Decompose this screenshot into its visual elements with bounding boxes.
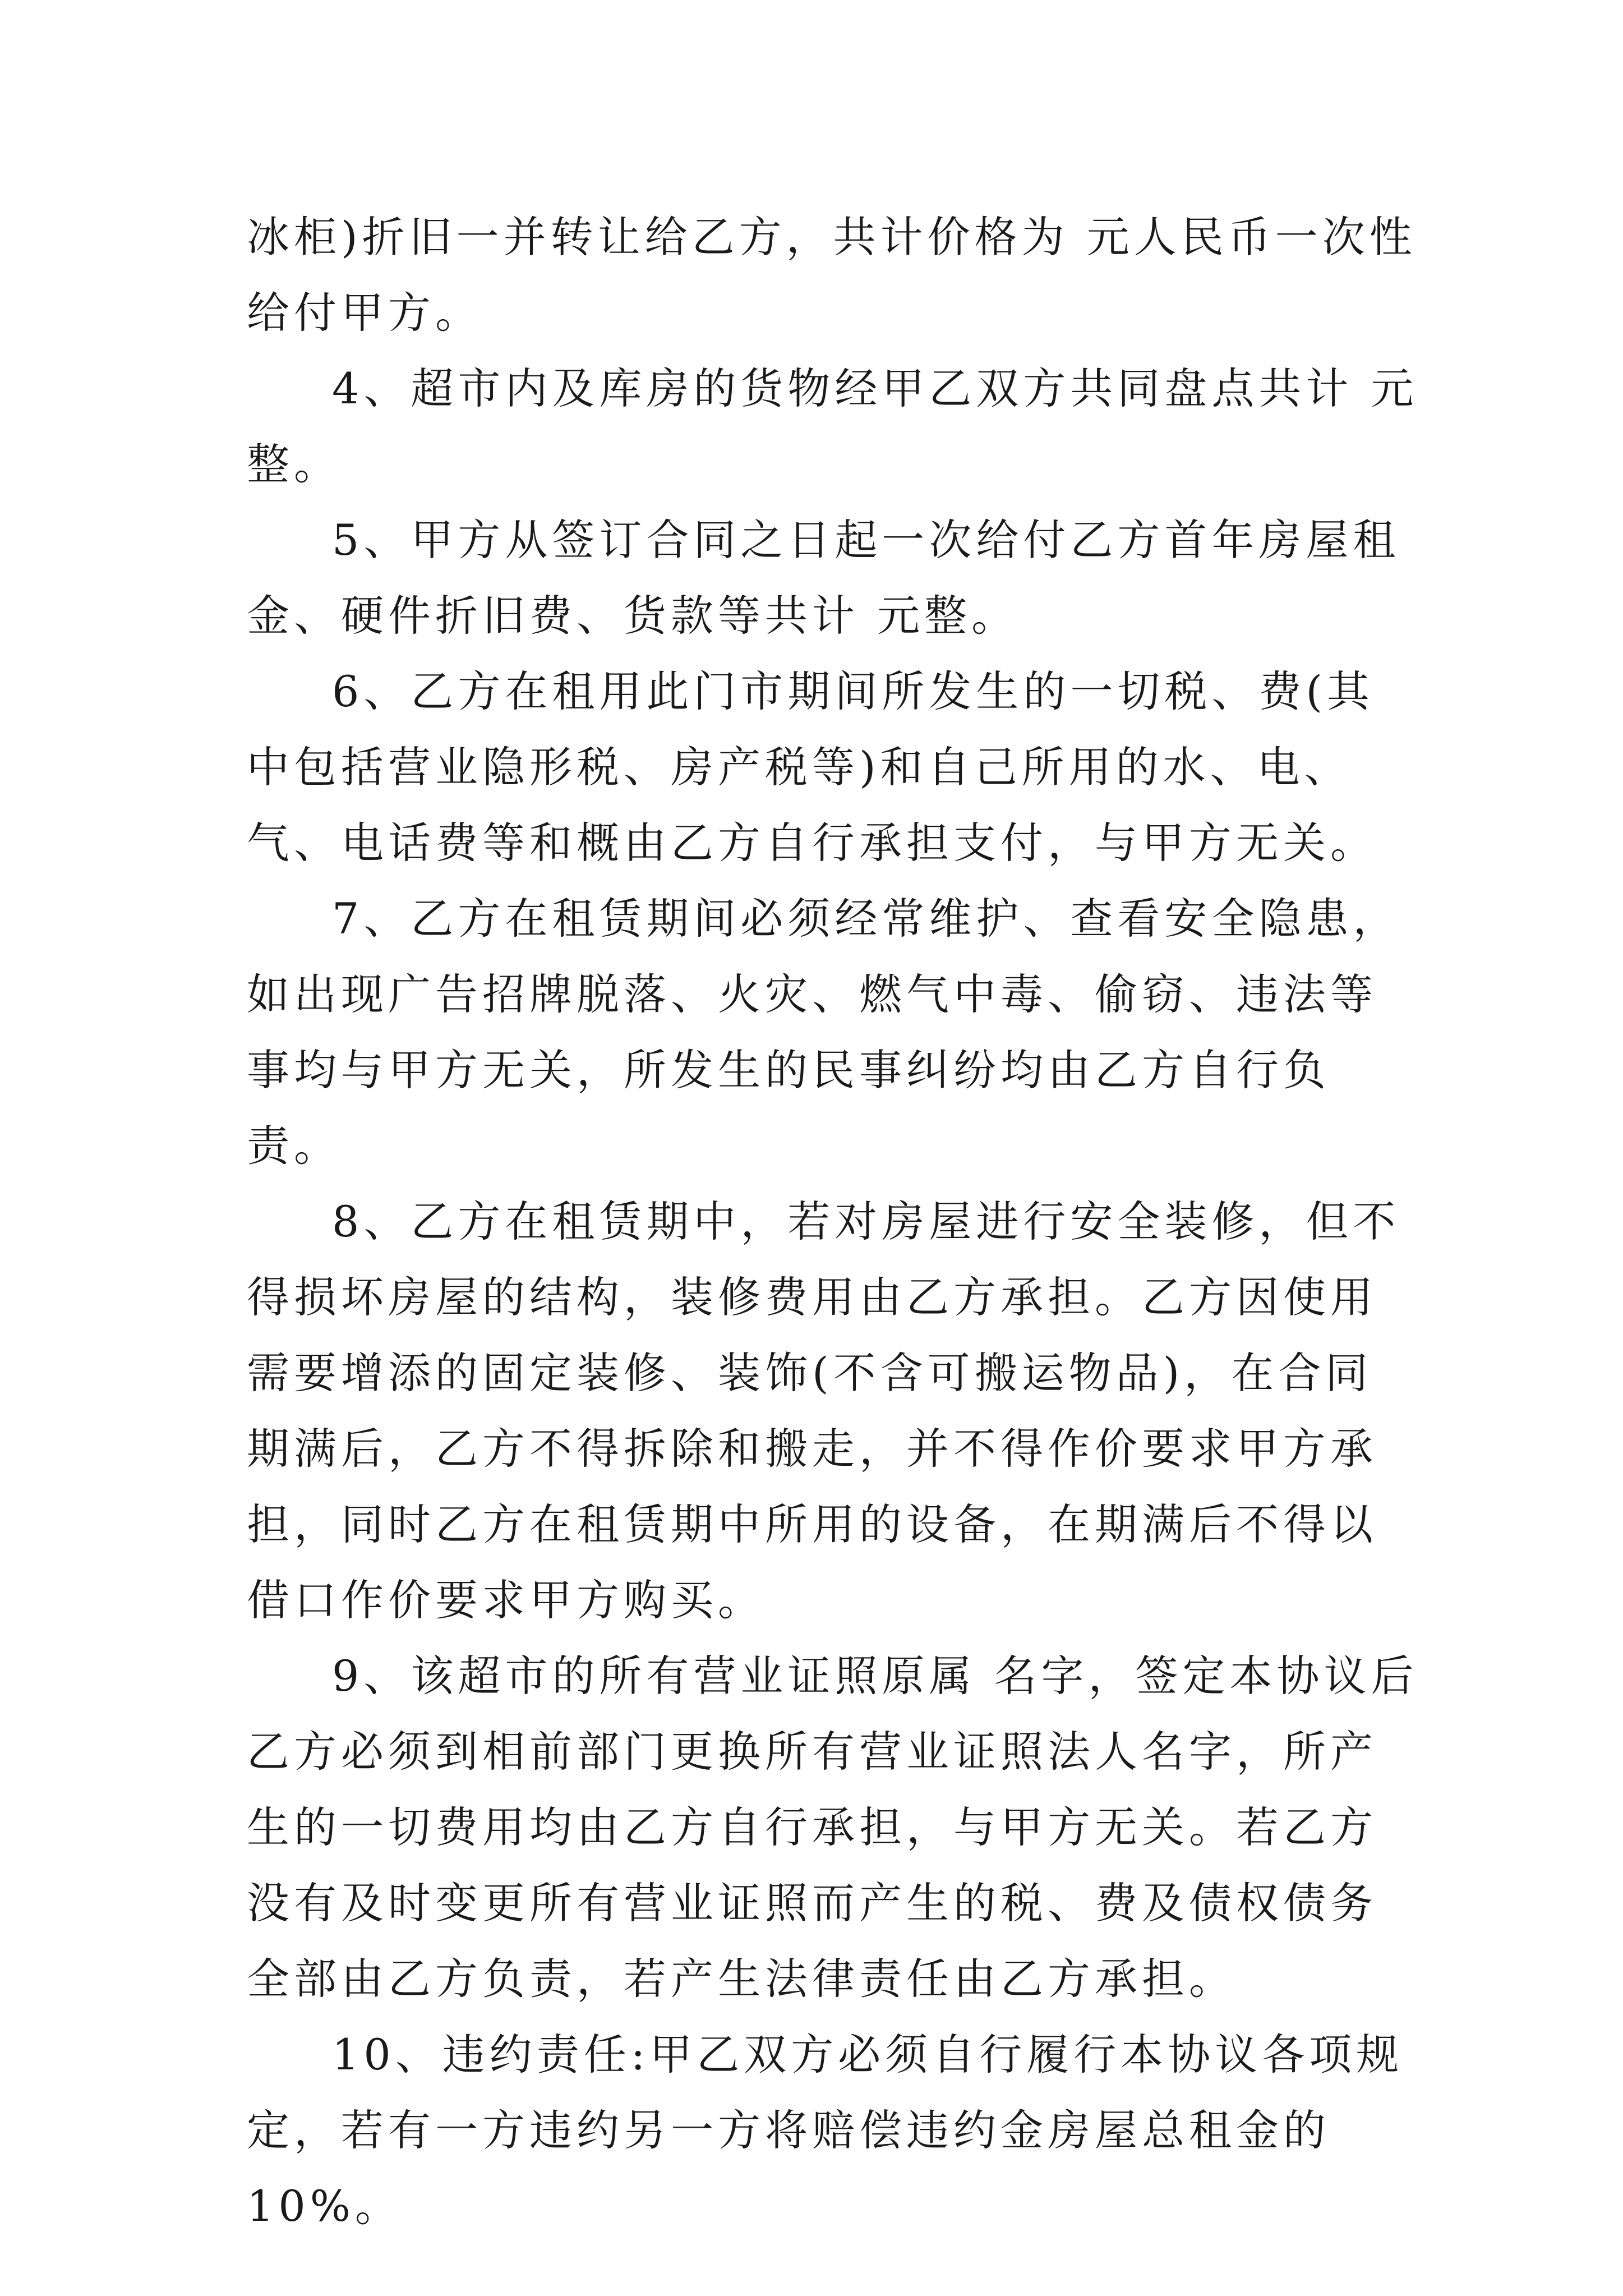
clause-5: 5、甲方从签订合同之日起一次给付乙方首年房屋租金、硬件折旧费、货款等共计 元整。 <box>247 515 1400 641</box>
clause-6: 6、乙方在租用此门市期间所发生的一切税、费(其中包括营业隐形税、房产税等)和自己所用的水、电、气、电话费等和概由乙方自行承担支付，与甲方无关。 <box>247 666 1377 868</box>
clause-4: 4、超市内及库房的货物经甲乙双方共同盘点共计 元整。 <box>247 364 1418 489</box>
paragraph-continuation: 冰柜)折旧一并转让给乙方，共计价格为 元人民币一次性给付甲方。 <box>247 212 1417 338</box>
clause-10: 10、违约责任:甲乙双方必须自行履行本协议各项规定，若有一方违约另一方将赔偿违约金房屋总租金的10%。 <box>247 2030 1404 2231</box>
clause-7: 7、乙方在租赁期间必须经常维护、查看安全隐患，如出现广告招牌脱落、火灾、燃气中毒、偷窃、违法等事均与甲方无关，所发生的民事纠纷均由乙方自行负责。 <box>247 894 1400 1171</box>
clause-8: 8、乙方在租赁期中，若对房屋进行安全装修，但不得损坏房屋的结构，装修费用由乙方承担。乙方因使用需要增添的固定装修、装饰(不含可搬运物品)，在合同期满后，乙方不得拆除和搬走，并不得作价要求甲方承担，同时乙方在租赁期中所用的设备，在期满后不得以借口作价要求甲方购买。 <box>247 1197 1400 1625</box>
clause-9: 9、该超市的所有营业证照原属 名字，签定本协议后乙方必须到相前部门更换所有营业证照法人名字，所产生的一切费用均由乙方自行承担，与甲方无关。若乙方没有及时变更所有营业证照而产生的税、费及债权债务全部由乙方负责，若产生法律责任由乙方承担。 <box>247 1651 1418 2004</box>
document-body <box>247 199 1419 2244</box>
